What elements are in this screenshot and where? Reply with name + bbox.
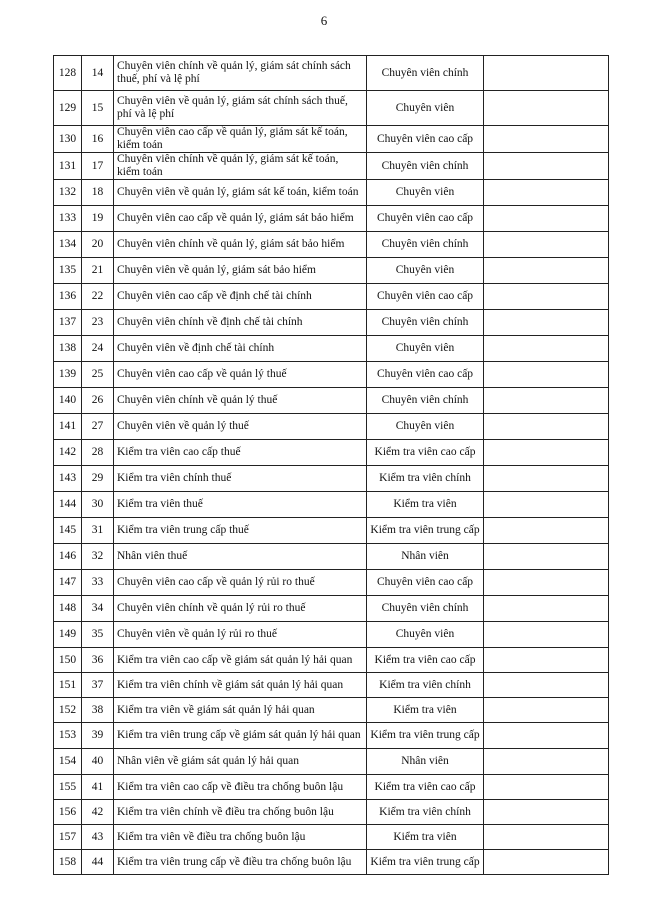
row-sub-index-cell: 38 [82,698,114,723]
note-cell [484,544,609,570]
position-name-cell: Kiểm tra viên trung cấp thuế [114,518,367,544]
table-row [54,648,609,673]
position-name-cell: Chuyên viên cao cấp về quản lý thuế [114,362,367,388]
row-index-cell: 138 [54,336,82,362]
position-name-cell: Nhân viên về giám sát quản lý hải quan [114,749,367,775]
table-row [54,180,609,206]
rank-cell: Nhân viên [367,749,484,775]
row-sub-index-cell: 23 [82,310,114,336]
table-row [54,775,609,800]
row-sub-index-cell: 24 [82,336,114,362]
table-row [54,825,609,850]
position-name-cell: Nhân viên thuế [114,544,367,570]
note-cell [484,56,609,91]
rank-cell: Chuyên viên chính [367,56,484,91]
note-cell [484,440,609,466]
row-sub-index-cell: 22 [82,284,114,310]
note-cell [484,492,609,518]
table-row [54,362,609,388]
rank-cell: Chuyên viên chính [367,232,484,258]
note-cell [484,91,609,126]
position-name-cell: Chuyên viên về quản lý thuế [114,414,367,440]
note-cell [484,414,609,440]
note-cell [484,825,609,850]
rank-cell: Kiểm tra viên chính [367,800,484,825]
row-index-cell: 147 [54,570,82,596]
note-cell [484,596,609,622]
row-sub-index-cell: 42 [82,800,114,825]
position-name-cell: Chuyên viên cao cấp về quản lý, giám sát kế toán, kiểm toán [114,126,367,153]
rank-cell: Chuyên viên [367,336,484,362]
position-name-cell: Chuyên viên về định chế tài chính [114,336,367,362]
row-sub-index-cell: 34 [82,596,114,622]
row-sub-index-cell: 26 [82,388,114,414]
note-cell [484,648,609,673]
position-name-cell: Kiểm tra viên về giám sát quản lý hải quan [114,698,367,723]
table-row [54,850,609,875]
row-sub-index-cell: 43 [82,825,114,850]
row-index-cell: 145 [54,518,82,544]
row-index-cell: 128 [54,56,82,91]
page-number: 6 [320,13,328,28]
table-row [54,673,609,698]
table-row [54,570,609,596]
position-name-cell: Kiểm tra viên chính về giám sát quản lý hải quan [114,673,367,698]
rank-cell: Kiểm tra viên trung cấp [367,723,484,749]
row-sub-index-cell: 29 [82,466,114,492]
row-sub-index-cell: 41 [82,775,114,800]
position-name-cell: Chuyên viên chính về quản lý thuế [114,388,367,414]
table-row [54,310,609,336]
note-cell [484,232,609,258]
note-cell [484,336,609,362]
rank-cell: Chuyên viên cao cấp [367,284,484,310]
row-index-cell: 149 [54,622,82,648]
table-row [54,518,609,544]
table-row [54,56,609,91]
position-name-cell: Kiểm tra viên thuế [114,492,367,518]
row-index-cell: 143 [54,466,82,492]
table-row [54,153,609,180]
position-name-cell: Kiểm tra viên về điều tra chống buôn lậu [114,825,367,850]
note-cell [484,284,609,310]
row-index-cell: 135 [54,258,82,284]
row-index-cell: 150 [54,648,82,673]
position-name-cell: Kiểm tra viên cao cấp về điều tra chống buôn lậu [114,775,367,800]
rank-cell: Chuyên viên cao cấp [367,126,484,153]
row-sub-index-cell: 18 [82,180,114,206]
rank-cell: Kiểm tra viên chính [367,466,484,492]
row-sub-index-cell: 35 [82,622,114,648]
table-row [54,414,609,440]
table-row [54,492,609,518]
row-sub-index-cell: 39 [82,723,114,749]
note-cell [484,206,609,232]
position-name-cell: Kiểm tra viên cao cấp về giám sát quản lý hải quan [114,648,367,673]
row-index-cell: 156 [54,800,82,825]
table-row [54,596,609,622]
note-cell [484,800,609,825]
position-name-cell: Kiểm tra viên chính thuế [114,466,367,492]
row-index-cell: 136 [54,284,82,310]
rank-cell: Kiểm tra viên cao cấp [367,775,484,800]
table-row [54,388,609,414]
note-cell [484,258,609,284]
position-name-cell: Chuyên viên cao cấp về quản lý rủi ro thuế [114,570,367,596]
note-cell [484,673,609,698]
rank-cell: Chuyên viên chính [367,388,484,414]
table-row [54,206,609,232]
note-cell [484,518,609,544]
note-cell [484,153,609,180]
table-row [54,126,609,153]
table-row [54,698,609,723]
rank-cell: Chuyên viên cao cấp [367,570,484,596]
row-index-cell: 155 [54,775,82,800]
table-row [54,544,609,570]
table-row [54,232,609,258]
rank-cell: Kiểm tra viên cao cấp [367,440,484,466]
row-index-cell: 139 [54,362,82,388]
position-name-cell: Chuyên viên chính về quản lý, giám sát bảo hiểm [114,232,367,258]
row-index-cell: 137 [54,310,82,336]
rank-cell: Kiểm tra viên [367,492,484,518]
position-name-cell: Chuyên viên cao cấp về quản lý, giám sát bảo hiểm [114,206,367,232]
row-sub-index-cell: 33 [82,570,114,596]
row-sub-index-cell: 27 [82,414,114,440]
position-name-cell: Chuyên viên cao cấp về định chế tài chính [114,284,367,310]
position-name-cell: Kiểm tra viên trung cấp về giám sát quản lý hải quan [114,723,367,749]
rank-cell: Chuyên viên [367,180,484,206]
table-row [54,258,609,284]
rank-cell: Chuyên viên cao cấp [367,362,484,388]
table-row [54,284,609,310]
row-sub-index-cell: 20 [82,232,114,258]
position-table [53,55,609,875]
note-cell [484,723,609,749]
row-index-cell: 157 [54,825,82,850]
rank-cell: Chuyên viên [367,414,484,440]
rank-cell: Kiểm tra viên trung cấp [367,518,484,544]
position-name-cell: Chuyên viên về quản lý rủi ro thuế [114,622,367,648]
table-row [54,723,609,749]
row-index-cell: 158 [54,850,82,875]
position-name-cell: Chuyên viên chính về quản lý, giám sát kế toán, kiểm toán [114,153,367,180]
row-index-cell: 146 [54,544,82,570]
table-row [54,622,609,648]
row-sub-index-cell: 37 [82,673,114,698]
rank-cell: Chuyên viên chính [367,153,484,180]
row-sub-index-cell: 19 [82,206,114,232]
note-cell [484,362,609,388]
position-name-cell: Chuyên viên chính về quản lý rủi ro thuế [114,596,367,622]
row-index-cell: 154 [54,749,82,775]
rank-cell: Kiểm tra viên trung cấp [367,850,484,875]
note-cell [484,466,609,492]
rank-cell: Chuyên viên cao cấp [367,206,484,232]
rank-cell: Chuyên viên chính [367,596,484,622]
row-index-cell: 144 [54,492,82,518]
row-sub-index-cell: 36 [82,648,114,673]
row-index-cell: 134 [54,232,82,258]
row-sub-index-cell: 31 [82,518,114,544]
table-row [54,749,609,775]
row-sub-index-cell: 16 [82,126,114,153]
row-sub-index-cell: 17 [82,153,114,180]
note-cell [484,310,609,336]
row-index-cell: 151 [54,673,82,698]
rank-cell: Nhân viên [367,544,484,570]
row-sub-index-cell: 44 [82,850,114,875]
row-sub-index-cell: 21 [82,258,114,284]
table-row [54,336,609,362]
row-index-cell: 132 [54,180,82,206]
table-body [54,56,609,875]
row-sub-index-cell: 32 [82,544,114,570]
row-index-cell: 130 [54,126,82,153]
position-name-cell: Kiểm tra viên chính về điều tra chống buôn lậu [114,800,367,825]
note-cell [484,126,609,153]
note-cell [484,622,609,648]
table-row [54,466,609,492]
rank-cell: Kiểm tra viên cao cấp [367,648,484,673]
note-cell [484,180,609,206]
position-name-cell: Chuyên viên về quản lý, giám sát bảo hiểm [114,258,367,284]
row-sub-index-cell: 30 [82,492,114,518]
rank-cell: Kiểm tra viên [367,698,484,723]
table-row [54,800,609,825]
table-row [54,91,609,126]
rank-cell: Chuyên viên [367,91,484,126]
row-sub-index-cell: 40 [82,749,114,775]
row-index-cell: 148 [54,596,82,622]
row-index-cell: 129 [54,91,82,126]
row-sub-index-cell: 28 [82,440,114,466]
row-index-cell: 142 [54,440,82,466]
row-sub-index-cell: 14 [82,56,114,91]
row-index-cell: 140 [54,388,82,414]
row-index-cell: 152 [54,698,82,723]
position-name-cell: Chuyên viên chính về quản lý, giám sát chính sách thuế, phí và lệ phí [114,56,367,91]
row-index-cell: 131 [54,153,82,180]
row-sub-index-cell: 15 [82,91,114,126]
table-row [54,440,609,466]
rank-cell: Chuyên viên chính [367,310,484,336]
rank-cell: Kiểm tra viên chính [367,673,484,698]
row-index-cell: 153 [54,723,82,749]
note-cell [484,570,609,596]
row-index-cell: 133 [54,206,82,232]
row-index-cell: 141 [54,414,82,440]
position-name-cell: Chuyên viên về quản lý, giám sát chính sách thuế, phí và lệ phí [114,91,367,126]
note-cell [484,850,609,875]
position-name-cell: Kiểm tra viên cao cấp thuế [114,440,367,466]
position-name-cell: Chuyên viên về quản lý, giám sát kế toán, kiểm toán [114,180,367,206]
note-cell [484,775,609,800]
row-sub-index-cell: 25 [82,362,114,388]
note-cell [484,749,609,775]
rank-cell: Chuyên viên [367,258,484,284]
position-name-cell: Kiểm tra viên trung cấp về điều tra chống buôn lậu [114,850,367,875]
rank-cell: Chuyên viên [367,622,484,648]
note-cell [484,388,609,414]
position-name-cell: Chuyên viên chính về định chế tài chính [114,310,367,336]
rank-cell: Kiểm tra viên [367,825,484,850]
note-cell [484,698,609,723]
